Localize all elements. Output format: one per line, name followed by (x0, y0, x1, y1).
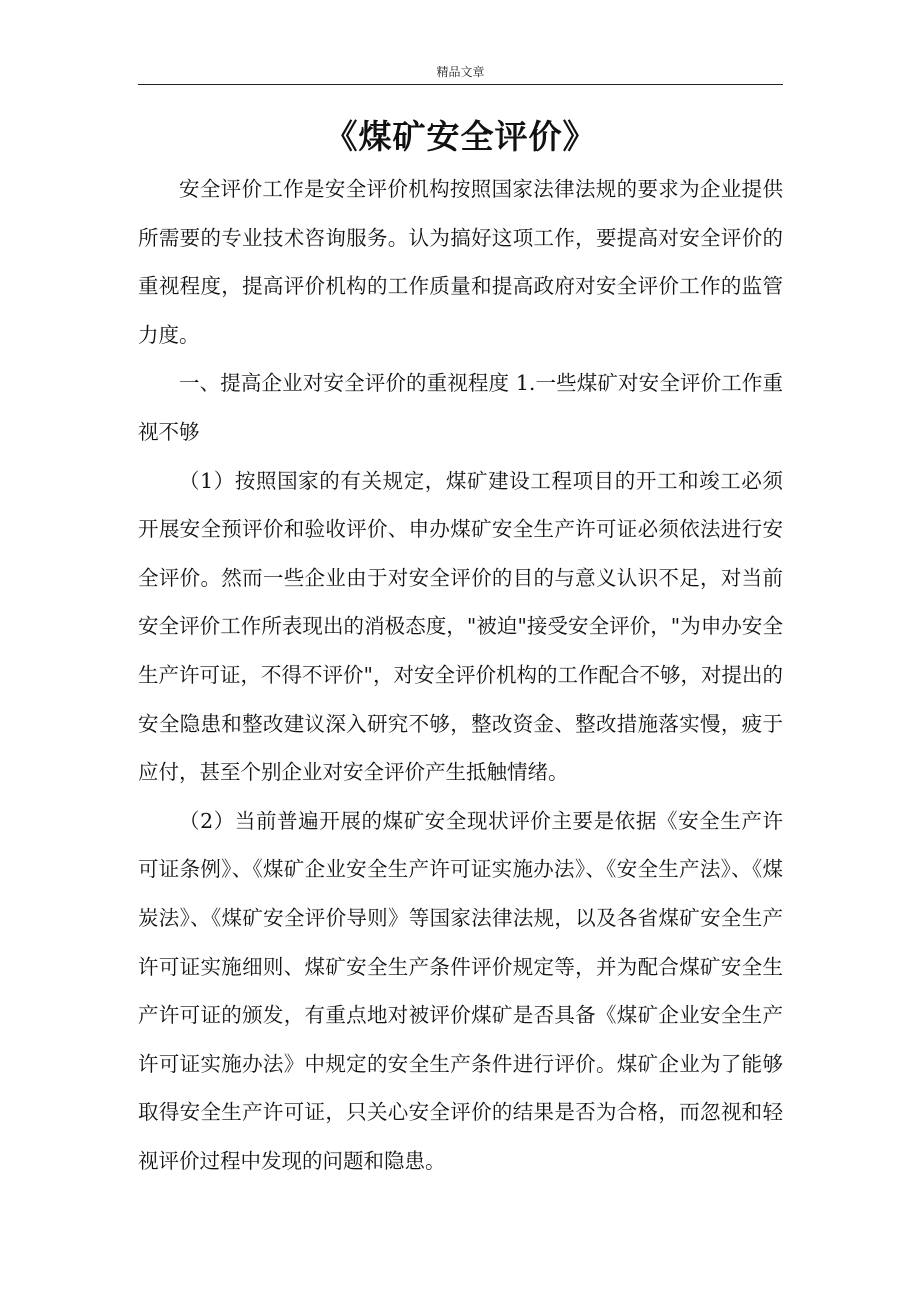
running-header: 精品文章 (436, 65, 485, 79)
header-divider (138, 84, 783, 85)
document-title: 《煤矿安全评价》 (324, 117, 597, 156)
paragraph-intro: 安全评价工作是安全评价机构按照国家法律法规的要求为企业提供所需要的专业技术咨询服务。认为搞好这项工作，要提高对安全评价的重视程度，提高评价机构的工作质量和提高政府对安全评价工作的监管力度。 (138, 177, 783, 347)
document-body (138, 165, 783, 1185)
paragraph-point-1: （1）按照国家的有关规定，煤矿建设工程项目的开工和竣工必须开展安全预评价和验收评价、申办煤矿安全生产许可证必须依法进行安全评价。然而一些企业由于对安全评价的目的与意义认识不足，对当前安全评价工作所表现出的消极态度，"被迫"接受安全评价，"为申办安全生产许可证，不得不评价"，对安全评价机构的工作配合不够，对提出的安全隐患和整改建议深入研究不够，整改资金、整改措施落实慢，疲于应付，甚至个别企业对安全评价产生抵触情绪。 (138, 468, 783, 785)
paragraph-section-heading: 一、提高企业对安全评价的重视程度 1.一些煤矿对安全评价工作重视不够 (138, 371, 783, 444)
paragraph-point-2: （2）当前普遍开展的煤矿安全现状评价主要是依据《安全生产许可证条例》、《煤矿企业安全生产许可证实施办法》、《安全生产法》、《煤炭法》、《煤矿安全评价导则》等国家法律法规，以及各省煤矿安全生产许可证实施细则、煤矿安全生产条件评价规定等，并为配合煤矿安全生产许可证的颁发，有重点地对被评价煤矿是否具备《煤矿企业安全生产许可证实施办法》中规定的安全生产条件进行评价。煤矿企业为了能够取得安全生产许可证，只关心安全评价的结果是否为合格，而忽视和轻视评价过程中发现的问题和隐患。 (138, 808, 783, 1173)
